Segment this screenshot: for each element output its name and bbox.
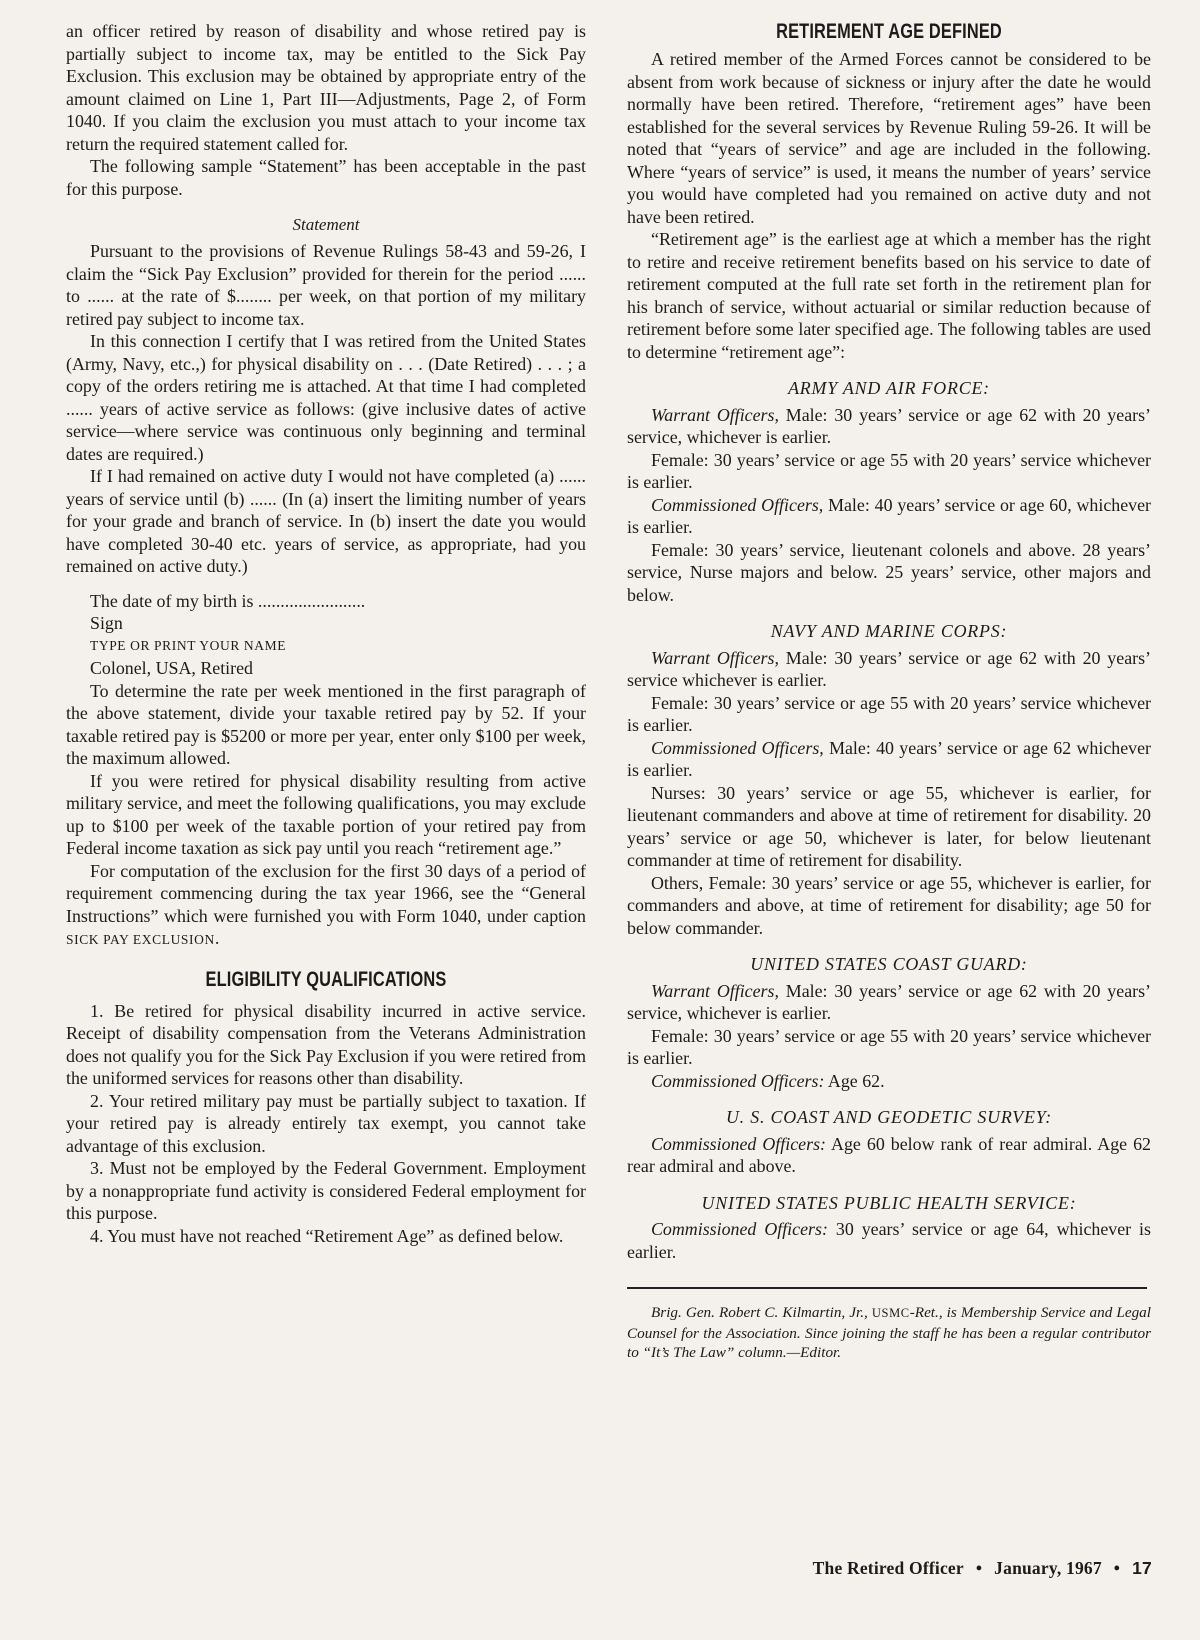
left-column (66, 20, 586, 1247)
retirement-age-heading: RETIREMENT AGE DEFINED (776, 20, 1002, 43)
army-warrant-officers: Warrant Officers, Male: 30 years’ service or age 62 with 20 years’ service, whichever is earlier. (627, 404, 1152, 447)
issue-date: January, 1967 (994, 1558, 1102, 1578)
navy-warrant-officers-female: Female: 30 years’ service or age 55 with 20 years’ service whichever is earlier. (627, 692, 1151, 735)
navy-warrant-officers: Warrant Officers, Male: 30 years’ service or age 62 with 20 years’ service whichever is earlier. (627, 647, 1152, 690)
coast-guard-commissioned-officers: Commissioned Officers: Age 62. (651, 1070, 885, 1091)
navy-marine-heading: NAVY AND MARINE CORPS: (770, 621, 1008, 641)
eligibility-item-1: 1. Be retired for physical disability incurred in active service. Receipt of disability compensation from the Veterans Administration does not qualify you for the Sick Pay Exclusion if you were retired from the uniformed services for reasons other than disability. (66, 1000, 586, 1088)
publication-name: The Retired Officer (812, 1558, 964, 1578)
eligibility-item-3: 3. Must not be employed by the Federal Government. Employment by a nonappropriate fund activity is considered Federal employment for this purpose. (66, 1158, 586, 1223)
statement-paragraph-2: In this connection I certify that I was retired from the United States (Army, Navy, etc.,) for physical disability on . . . (Date Retired) . . . ; a copy of the orders retiring me is attached. At that time I had completed ...... years of active service as follows: (give inclusive dates of active service—where service was continuous only beginning and terminal dates are required.) (66, 331, 586, 464)
retirement-paragraph-1: A retired member of the Armed Forces cannot be considered to be absent from work because of sickness or injury after the date he would normally have been retired. Therefore, “retirement ages” have been established for the several services by Revenue Ruling 59-26. It will be noted that “years of service” and age are included in the following. Where “years of service” is used, it means the number of years’ service you would have completed had you remained on active duty and not have been retired. (627, 49, 1151, 227)
sample-statement-intro: The following sample “Statement” has been acceptable in the past for this purpose. (66, 156, 586, 199)
type-name-line: TYPE OR PRINT YOUR NAME (90, 637, 287, 653)
sign-line: Sign (90, 613, 123, 633)
right-column (627, 20, 1151, 1363)
navy-nurses: Nurses: 30 years’ service or age 55, whichever is earlier, for lieutenant commanders and above at time of retirement for disability. 20 years’ service or age 50, whichever is later, for below lieutenant commander at time of retirement for disability. (627, 782, 1151, 870)
rate-paragraph: To determine the rate per week mentioned in the first paragraph of the above statement, divide your taxable retired pay by 52. If your taxable retired pay is $5200 or more per year, enter only $100 per week, the maximum allowed. (66, 680, 586, 768)
coast-guard-warrant-officers: Warrant Officers, Male: 30 years’ service or age 62 with 20 years’ service, whichever is earlier. (627, 980, 1152, 1023)
eligibility-heading: ELIGIBILITY QUALIFICATIONS (205, 967, 447, 991)
retirement-paragraph-2: “Retirement age” is the earliest age at which a member has the right to retire and receive retirement benefits based on his service to date of retirement computed at the full rate set forth in the retirement plan for his branch of service, without actuarial or similar reduction because of retirement before some later specified age. The following tables are used to determine “retirement age”: (627, 229, 1151, 362)
statement-title: Statement (292, 215, 360, 234)
statement-paragraph-1: Pursuant to the provisions of Revenue Rulings 58-43 and 59-26, I claim the “Sick Pay Exclusion” provided for therein for the period ...... to ...... at the rate of $........ per week, on that portion of my military retired pay subject to income tax. (66, 241, 586, 329)
navy-others-female: Others, Female: 30 years’ service or age 55, whichever is earlier, for commanders and above, at time of retirement for disability; age 50 for below commander. (627, 872, 1151, 938)
footer-separator: • (975, 1558, 983, 1578)
page-footer (813, 1558, 1152, 1579)
geodetic-survey-commissioned-officers: Commissioned Officers: Age 60 below rank of rear admiral. Age 62 rear admiral and above. (627, 1133, 1152, 1176)
public-health-heading: UNITED STATES PUBLIC HEALTH SERVICE: (701, 1192, 1077, 1213)
intro-paragraph: an officer retired by reason of disability and whose retired pay is partially subject to income tax, may be entitled to the Sick Pay Exclusion. This exclusion may be obtained by appropriate entry of the amount claimed on Line 1, Part III—Adjustments, Page 2, of Form 1040. If you claim the exclusion you must attach to your income tax return the required statement called for. (66, 21, 586, 154)
byline-divider (627, 1287, 1147, 1289)
coast-guard-warrant-officers-female: Female: 30 years’ service or age 55 with 20 years’ service whichever is earlier. (627, 1025, 1151, 1068)
computation-paragraph: For computation of the exclusion for the first 30 days of a period of requirement commencing during the tax year 1966, see the “General Instructions” which were furnished you with Form 1040, under caption SICK PAY EXCLUSION. (66, 860, 586, 948)
coast-guard-heading: UNITED STATES COAST GUARD: (750, 954, 1028, 974)
author-byline: Brig. Gen. Robert C. Kilmartin, Jr., USMC-Ret., is Membership Service and Legal Counsel for the Association. Since joining the staff he has been a regular contributor to “It’s The Law” column.—Editor. (627, 1304, 1151, 1361)
army-air-force-heading: ARMY AND AIR FORCE: (788, 378, 990, 398)
exclusion-paragraph: If you were retired for physical disability resulting from active military service, and meet the following qualifications, you may exclude up to $100 per week of the taxable portion of your retired pay from Federal income taxation as sick pay until you reach “retirement age.” (66, 770, 586, 858)
page-number: 17 (1132, 1558, 1152, 1578)
army-warrant-officers-female: Female: 30 years’ service or age 55 with 20 years’ service whichever is earlier. (627, 449, 1151, 492)
eligibility-item-2: 2. Your retired military pay must be partially subject to taxation. If your retired pay is already entirely tax exempt, you cannot take advantage of this exclusion. (66, 1090, 586, 1156)
navy-commissioned-officers: Commissioned Officers, Male: 40 years’ service or age 62 whichever is earlier. (627, 737, 1151, 780)
birth-date-line: The date of my birth is ........................ (90, 590, 366, 611)
footer-separator: • (1113, 1558, 1121, 1578)
public-health-commissioned-officers: Commissioned Officers: 30 years’ service or age 64, whichever is earlier. (627, 1219, 1151, 1262)
army-commissioned-officers-female: Female: 30 years’ service, lieutenant colonels and above. 28 years’ service, Nurse majors and below. 25 years’ service, other majors and below. (627, 539, 1151, 605)
statement-paragraph-3: If I had remained on active duty I would not have completed (a) ...... years of service until (b) ...... (In (a) insert the limiting number of years for your grade and branch of service. In (b) insert the date you would have completed 30-40 etc. years of service, as appropriate, had you remained on active duty.) (66, 466, 586, 576)
eligibility-item-4: 4. You must have not reached “Retirement Age” as defined below. (90, 1225, 564, 1246)
geodetic-survey-heading: U. S. COAST AND GEODETIC SURVEY: (725, 1107, 1053, 1127)
army-commissioned-officers: Commissioned Officers, Male: 40 years’ service or age 60, whichever is earlier. (627, 494, 1151, 537)
rank-line: Colonel, USA, Retired (90, 658, 253, 678)
